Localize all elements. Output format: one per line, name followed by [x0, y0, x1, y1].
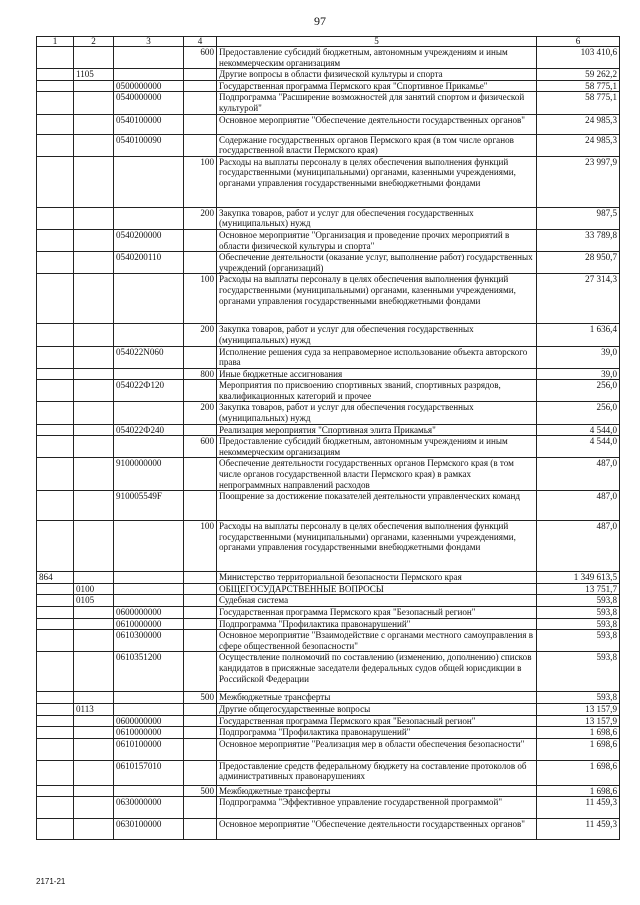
cell-c6: 13 751,7 [537, 583, 620, 595]
cell-c6: 593,8 [537, 595, 620, 607]
cell-c1 [37, 114, 74, 134]
cell-c2 [74, 738, 114, 760]
cell-c3 [114, 692, 184, 704]
cell-c4 [184, 252, 217, 274]
cell-c6: 4 544,0 [537, 424, 620, 436]
cell-c1 [37, 521, 74, 572]
cell-c4: 500 [184, 785, 217, 797]
table-row [37, 692, 620, 704]
cell-c4 [184, 80, 217, 92]
cell-c5: Основное мероприятие "Обеспечение деятельности государственных органов" [217, 114, 537, 134]
table-row [37, 274, 620, 324]
table-row [37, 92, 620, 114]
table-row [37, 738, 620, 760]
cell-c6: 1 636,4 [537, 324, 620, 346]
cell-c3: 0600000000 [114, 607, 184, 619]
column-header: 5 [217, 37, 537, 47]
cell-c2 [74, 402, 114, 424]
table-row [37, 346, 620, 368]
cell-c2 [74, 715, 114, 727]
cell-c2 [74, 92, 114, 114]
cell-c5: Подпрограмма "Профилактика правонарушений" [217, 618, 537, 630]
cell-c3: 0610157010 [114, 760, 184, 785]
cell-c1 [37, 607, 74, 619]
cell-c2 [74, 346, 114, 368]
cell-c5: Государственная программа Пермского края "Безопасный регион" [217, 607, 537, 619]
cell-c6: 28 950,7 [537, 252, 620, 274]
table-row [37, 80, 620, 92]
cell-c4 [184, 703, 217, 715]
budget-table [36, 36, 620, 840]
cell-c1 [37, 692, 74, 704]
cell-c1 [37, 229, 74, 251]
cell-c2 [74, 785, 114, 797]
cell-c1 [37, 727, 74, 739]
cell-c6: 593,8 [537, 630, 620, 652]
cell-c3: 0540200110 [114, 252, 184, 274]
cell-c4 [184, 346, 217, 368]
cell-c5: Государственная программа Пермского края "Безопасный регион" [217, 715, 537, 727]
cell-c2 [74, 324, 114, 346]
cell-c6: 39,0 [537, 346, 620, 368]
table-row [37, 618, 620, 630]
cell-c2 [74, 607, 114, 619]
table-row [37, 458, 620, 491]
cell-c2 [74, 491, 114, 521]
cell-c4: 100 [184, 521, 217, 572]
cell-c2 [74, 47, 114, 69]
cell-c5: Закупка товаров, работ и услуг для обеспечения государственных (муниципальных) нужд [217, 324, 537, 346]
cell-c3: 0610300000 [114, 630, 184, 652]
cell-c3: 0610351200 [114, 652, 184, 692]
cell-c1 [37, 785, 74, 797]
cell-c4 [184, 572, 217, 584]
cell-c6: 1 698,6 [537, 760, 620, 785]
cell-c1 [37, 819, 74, 840]
table-row [37, 156, 620, 207]
cell-c3 [114, 368, 184, 380]
cell-c4 [184, 760, 217, 785]
cell-c4: 100 [184, 274, 217, 324]
cell-c2 [74, 458, 114, 491]
cell-c5: Осуществление полномочий по составлению (изменению, дополнению) списков кандидатов в присяжные заседатели федеральных судов общей юрисдикции в Российской Федерации [217, 652, 537, 692]
cell-c4 [184, 797, 217, 819]
cell-c5: Подпрограмма "Профилактика правонарушений" [217, 727, 537, 739]
cell-c6: 593,8 [537, 652, 620, 692]
cell-c1 [37, 402, 74, 424]
cell-c5: Расходы на выплаты персоналу в целях обеспечения выполнения функций государственными (муниципальными) органами, казенными учреждениями, органами управления государственными внебюджетными фондами [217, 156, 537, 207]
footer-code: 2171-21 [36, 877, 66, 886]
cell-c1 [37, 424, 74, 436]
cell-c2 [74, 652, 114, 692]
cell-c3: 910005549F [114, 491, 184, 521]
cell-c2 [74, 380, 114, 402]
cell-c2 [74, 156, 114, 207]
cell-c6: 593,8 [537, 618, 620, 630]
cell-c2 [74, 819, 114, 840]
cell-c1 [37, 583, 74, 595]
cell-c6: 103 410,6 [537, 47, 620, 69]
cell-c2 [74, 114, 114, 134]
cell-c3 [114, 436, 184, 458]
cell-c1 [37, 652, 74, 692]
table-row [37, 595, 620, 607]
cell-c3: 0630000000 [114, 797, 184, 819]
cell-c4 [184, 595, 217, 607]
cell-c3: 0540200000 [114, 229, 184, 251]
table-row [37, 630, 620, 652]
cell-c1 [37, 760, 74, 785]
table-row [37, 134, 620, 156]
table-row [37, 572, 620, 584]
cell-c6: 987,5 [537, 207, 620, 229]
cell-c5: Исполнение решения суда за неправомерное использование объекта авторского права [217, 346, 537, 368]
cell-c4 [184, 380, 217, 402]
column-header: 4 [184, 37, 217, 47]
cell-c6: 11 459,3 [537, 819, 620, 840]
cell-c5: Судебная система [217, 595, 537, 607]
cell-c6: 58 775,1 [537, 92, 620, 114]
cell-c6: 24 985,3 [537, 134, 620, 156]
cell-c2 [74, 572, 114, 584]
table-row [37, 402, 620, 424]
cell-c6: 33 789,8 [537, 229, 620, 251]
cell-c2 [74, 207, 114, 229]
cell-c1 [37, 595, 74, 607]
cell-c3 [114, 207, 184, 229]
cell-c5: Другие вопросы в области физической культуры и спорта [217, 69, 537, 81]
table-row [37, 607, 620, 619]
cell-c1 [37, 436, 74, 458]
table-row [37, 727, 620, 739]
cell-c6: 1 349 613,5 [537, 572, 620, 584]
cell-c2 [74, 229, 114, 251]
cell-c3: 0540000000 [114, 92, 184, 114]
cell-c3 [114, 402, 184, 424]
cell-c6: 256,0 [537, 380, 620, 402]
cell-c3 [114, 274, 184, 324]
table-row [37, 652, 620, 692]
cell-c1 [37, 47, 74, 69]
cell-c1 [37, 252, 74, 274]
cell-c1 [37, 92, 74, 114]
cell-c2 [74, 630, 114, 652]
cell-c1 [37, 703, 74, 715]
cell-c2 [74, 692, 114, 704]
cell-c5: Иные бюджетные ассигнования [217, 368, 537, 380]
cell-c4 [184, 607, 217, 619]
cell-c4 [184, 92, 217, 114]
table-row [37, 436, 620, 458]
cell-c4: 600 [184, 47, 217, 69]
cell-c6: 39,0 [537, 368, 620, 380]
cell-c3: 0630100000 [114, 819, 184, 840]
table-row [37, 583, 620, 595]
cell-c6: 13 157,9 [537, 715, 620, 727]
cell-c1 [37, 618, 74, 630]
cell-c6: 1 698,6 [537, 727, 620, 739]
table-row [37, 819, 620, 840]
cell-c2 [74, 252, 114, 274]
cell-c5: Основное мероприятие "Обеспечение деятельности государственных органов" [217, 819, 537, 840]
table-row [37, 797, 620, 819]
cell-c2 [74, 368, 114, 380]
cell-c4 [184, 491, 217, 521]
cell-c4 [184, 583, 217, 595]
cell-c4: 600 [184, 436, 217, 458]
cell-c4: 200 [184, 402, 217, 424]
cell-c3 [114, 595, 184, 607]
cell-c4: 800 [184, 368, 217, 380]
cell-c5: Основное мероприятие "Взаимодействие с органами местного самоуправления в сфере общественной безопасности" [217, 630, 537, 652]
cell-c4 [184, 114, 217, 134]
cell-c5: Межбюджетные трансферты [217, 692, 537, 704]
column-header: 3 [114, 37, 184, 47]
page-number: 97 [314, 14, 326, 28]
cell-c4: 500 [184, 692, 217, 704]
cell-c6: 11 459,3 [537, 797, 620, 819]
column-header: 6 [537, 37, 620, 47]
cell-c5: Закупка товаров, работ и услуг для обеспечения государственных (муниципальных) нужд [217, 402, 537, 424]
cell-c4 [184, 727, 217, 739]
cell-c3: 054022N060 [114, 346, 184, 368]
table-row [37, 47, 620, 69]
cell-c1 [37, 274, 74, 324]
cell-c5: Другие общегосударственные вопросы [217, 703, 537, 715]
cell-c1 [37, 715, 74, 727]
table-row [37, 785, 620, 797]
cell-c3 [114, 47, 184, 69]
cell-c6: 13 157,9 [537, 703, 620, 715]
cell-c1: 864 [37, 572, 74, 584]
cell-c3: 0600000000 [114, 715, 184, 727]
cell-c3: 0540100000 [114, 114, 184, 134]
cell-c3: 0610100000 [114, 738, 184, 760]
cell-c2 [74, 134, 114, 156]
cell-c4 [184, 458, 217, 491]
cell-c5: Подпрограмма "Эффективное управление государственной программой" [217, 797, 537, 819]
cell-c5: Межбюджетные трансферты [217, 785, 537, 797]
cell-c6: 256,0 [537, 402, 620, 424]
cell-c1 [37, 458, 74, 491]
cell-c6: 59 262,2 [537, 69, 620, 81]
cell-c6: 58 775,1 [537, 80, 620, 92]
cell-c2 [74, 424, 114, 436]
table-row [37, 368, 620, 380]
cell-c4 [184, 652, 217, 692]
cell-c6: 487,0 [537, 491, 620, 521]
cell-c5: ОБЩЕГОСУДАРСТВЕННЫЕ ВОПРОСЫ [217, 583, 537, 595]
cell-c5: Подпрограмма "Расширение возможностей для занятий спортом и физической культурой" [217, 92, 537, 114]
cell-c2: 0100 [74, 583, 114, 595]
cell-c6: 23 997,9 [537, 156, 620, 207]
table-row [37, 715, 620, 727]
cell-c6: 487,0 [537, 521, 620, 572]
cell-c3: 0610000000 [114, 618, 184, 630]
cell-c1 [37, 156, 74, 207]
cell-c6: 593,8 [537, 692, 620, 704]
cell-c4 [184, 819, 217, 840]
cell-c4: 100 [184, 156, 217, 207]
table-row [37, 324, 620, 346]
cell-c2: 0113 [74, 703, 114, 715]
table-row [37, 114, 620, 134]
cell-c5: Мероприятия по присвоению спортивных званий, спортивных разрядов, квалификационных категорий и прочее [217, 380, 537, 402]
table-row [37, 229, 620, 251]
cell-c5: Основное мероприятие "Организация и проведение прочих мероприятий в области физической культуры и спорта" [217, 229, 537, 251]
cell-c5: Содержание государственных органов Пермского края (в том числе органов государственной власти Пермского края) [217, 134, 537, 156]
cell-c4 [184, 618, 217, 630]
cell-c1 [37, 368, 74, 380]
cell-c6: 4 544,0 [537, 436, 620, 458]
cell-c4 [184, 630, 217, 652]
cell-c5: Расходы на выплаты персоналу в целях обеспечения выполнения функций государственными (муниципальными) органами, казенными учреждениями, органами управления государственными внебюджетными фондами [217, 274, 537, 324]
cell-c5: Основное мероприятие "Реализация мер в области обеспечения безопасности" [217, 738, 537, 760]
table-row [37, 380, 620, 402]
cell-c6: 24 985,3 [537, 114, 620, 134]
cell-c5: Расходы на выплаты персоналу в целях обеспечения выполнения функций государственными (муниципальными) органами, казенными учреждениями, органами управления государственными внебюджетными фондами [217, 521, 537, 572]
cell-c5: Обеспечение деятельности государственных органов Пермского края (в том числе органов государственной власти Пермского края) в рамках непрограммных направлений расходов [217, 458, 537, 491]
cell-c5: Реализация мероприятия "Спортивная элита Прикамья" [217, 424, 537, 436]
cell-c1 [37, 738, 74, 760]
cell-c3 [114, 583, 184, 595]
cell-c2 [74, 727, 114, 739]
cell-c3: 054022Ф240 [114, 424, 184, 436]
table-row [37, 491, 620, 521]
cell-c2: 0105 [74, 595, 114, 607]
table-row [37, 760, 620, 785]
cell-c3 [114, 324, 184, 346]
cell-c5: Поощрение за достижение показателей деятельности управленческих команд [217, 491, 537, 521]
cell-c1 [37, 134, 74, 156]
cell-c2 [74, 618, 114, 630]
cell-c3: 054022Ф120 [114, 380, 184, 402]
cell-c4 [184, 229, 217, 251]
cell-c1 [37, 491, 74, 521]
cell-c5: Закупка товаров, работ и услуг для обеспечения государственных (муниципальных) нужд [217, 207, 537, 229]
cell-c3: 0500000000 [114, 80, 184, 92]
cell-c5: Государственная программа Пермского края "Спортивное Прикамье" [217, 80, 537, 92]
table-row [37, 252, 620, 274]
cell-c5: Министерство территориальной безопасности Пермского края [217, 572, 537, 584]
cell-c6: 593,8 [537, 607, 620, 619]
cell-c3 [114, 785, 184, 797]
column-header: 2 [74, 37, 114, 47]
column-number-row [37, 37, 620, 47]
column-header: 1 [37, 37, 74, 47]
table-row [37, 69, 620, 81]
table-row [37, 424, 620, 436]
cell-c5: Предоставление субсидий бюджетным, автономным учреждениям и иным некоммерческим организациям [217, 47, 537, 69]
cell-c3: 9100000000 [114, 458, 184, 491]
cell-c1 [37, 80, 74, 92]
cell-c3 [114, 521, 184, 572]
table-row [37, 703, 620, 715]
cell-c6: 1 698,6 [537, 785, 620, 797]
cell-c5: Предоставление субсидий бюджетным, автономным учреждениям и иным некоммерческим организациям [217, 436, 537, 458]
cell-c1 [37, 324, 74, 346]
cell-c1 [37, 346, 74, 368]
cell-c3 [114, 156, 184, 207]
cell-c2 [74, 797, 114, 819]
cell-c3 [114, 572, 184, 584]
cell-c2 [74, 436, 114, 458]
cell-c5: Предоставление средств федеральному бюджету на составление протоколов об административных правонарушениях [217, 760, 537, 785]
cell-c3: 0610000000 [114, 727, 184, 739]
cell-c1 [37, 380, 74, 402]
cell-c1 [37, 207, 74, 229]
table-row [37, 207, 620, 229]
cell-c4 [184, 69, 217, 81]
cell-c4: 200 [184, 207, 217, 229]
cell-c4 [184, 715, 217, 727]
cell-c6: 27 314,3 [537, 274, 620, 324]
cell-c3: 0540100090 [114, 134, 184, 156]
cell-c2 [74, 274, 114, 324]
cell-c4: 200 [184, 324, 217, 346]
cell-c1 [37, 797, 74, 819]
cell-c2 [74, 760, 114, 785]
cell-c4 [184, 738, 217, 760]
cell-c6: 487,0 [537, 458, 620, 491]
table-row [37, 521, 620, 572]
cell-c5: Обеспечение деятельности (оказание услуг, выполнение работ) государственных учреждений (организаций) [217, 252, 537, 274]
cell-c3 [114, 69, 184, 81]
cell-c3 [114, 703, 184, 715]
cell-c2: 1105 [74, 69, 114, 81]
cell-c4 [184, 134, 217, 156]
cell-c1 [37, 69, 74, 81]
cell-c2 [74, 80, 114, 92]
cell-c1 [37, 630, 74, 652]
cell-c6: 1 698,6 [537, 738, 620, 760]
cell-c2 [74, 521, 114, 572]
cell-c4 [184, 424, 217, 436]
